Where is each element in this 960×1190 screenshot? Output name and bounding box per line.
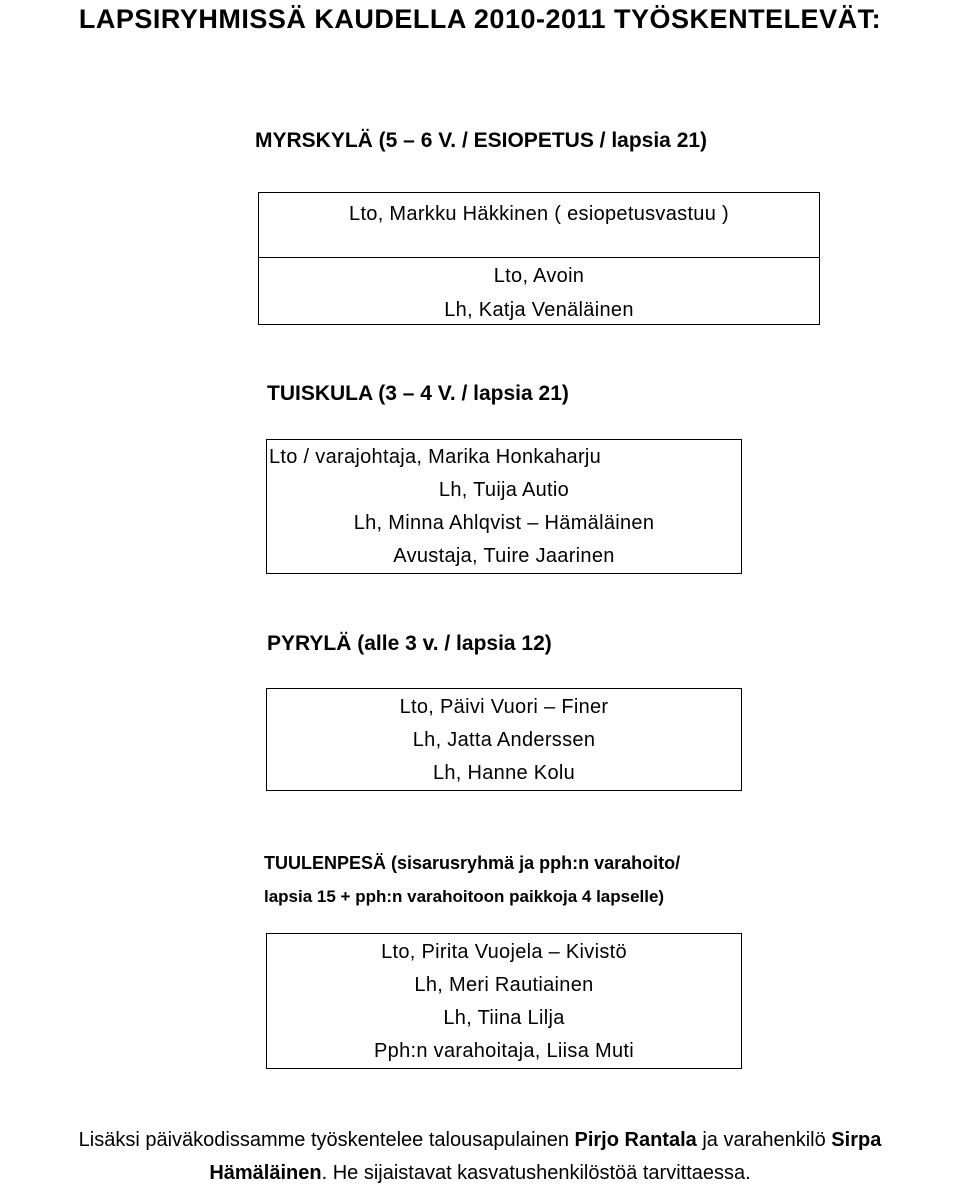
group-heading-myrskyla: MYRSKYLÄ (5 – 6 V. / ESIOPETUS / lapsia 21) — [255, 129, 708, 152]
footer-note — [0, 1124, 960, 1190]
footer-text: ja varahenkilö — [696, 1129, 832, 1151]
staff-row: Lto, Päivi Vuori – Finer — [399, 696, 609, 718]
staff-box-tuulenpesa — [266, 933, 742, 1069]
staff-row: Lh, Jatta Anderssen — [412, 729, 596, 751]
staff-box-tuiskula — [266, 439, 742, 574]
staff-row: Avustaja, Tuire Jaarinen — [393, 545, 615, 567]
group-heading-line: lapsia 15 + pph:n varahoitoon paikkoja 4 lapselle) — [264, 887, 665, 906]
staff-row: Lh, Tiina Lilja — [443, 1007, 565, 1029]
staff-row: Lh, Meri Rautiainen — [414, 974, 594, 996]
footer-line-2 — [0, 1157, 960, 1190]
footer-name-pirjo: Pirjo Rantala — [574, 1129, 697, 1151]
footer-text: . He sijaistavat kasvatushenkilöstöä tarvittaessa. — [321, 1162, 751, 1184]
group-heading-tuiskula: TUISKULA (3 – 4 V. / lapsia 21) — [267, 382, 569, 405]
footer-name-sirpa: Sirpa — [831, 1129, 882, 1151]
page-title: LAPSIRYHMISSÄ KAUDELLA 2010-2011 TYÖSKENTELEVÄT: — [78, 4, 882, 34]
staff-row: Lto, Avoin — [493, 265, 585, 287]
staff-row: Lto / varajohtaja, Marika Honkaharju — [269, 446, 602, 468]
footer-name-hamalainen: Hämäläinen — [209, 1162, 322, 1184]
staff-row: Lto, Pirita Vuojela – Kivistö — [381, 941, 627, 963]
group-heading-tuulenpesa — [264, 846, 680, 914]
group-heading-pyryla: PYRYLÄ (alle 3 v. / lapsia 12) — [267, 632, 552, 655]
footer-text: Lisäksi päiväkodissamme työskentelee talousapulainen — [78, 1129, 575, 1151]
footer-line-1 — [0, 1124, 960, 1157]
staff-row: Lh, Hanne Kolu — [432, 762, 576, 784]
group-heading-line: TUULENPESÄ (sisarusryhmä ja pph:n varahoito/ — [264, 853, 681, 873]
staff-row: Lh, Katja Venäläinen — [444, 299, 634, 321]
staff-row: Lh, Tuija Autio — [438, 479, 570, 501]
staff-row: Lto, Markku Häkkinen ( esiopetusvastuu ) — [349, 203, 729, 225]
staff-row: Pph:n varahoitaja, Liisa Muti — [374, 1040, 634, 1062]
staff-row: Lh, Minna Ahlqvist – Hämäläinen — [353, 512, 655, 534]
staff-box-pyryla — [266, 688, 742, 791]
staff-box-myrskyla — [258, 192, 820, 325]
